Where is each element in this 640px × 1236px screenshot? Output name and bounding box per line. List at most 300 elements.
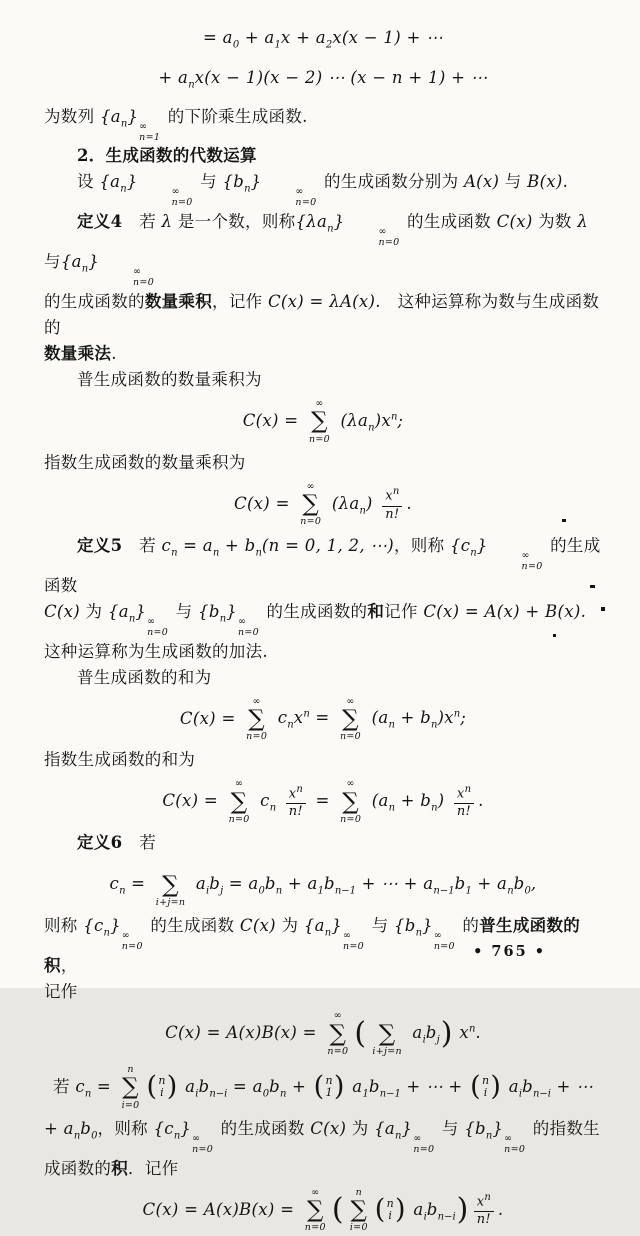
lower-limit: n=0: [295, 197, 317, 209]
subscript: n: [255, 547, 262, 559]
bold-term: 数量乘法: [44, 343, 112, 363]
upper-limit: ∞: [433, 930, 443, 942]
text-run: ，则称: [97, 1118, 154, 1138]
subscript: n−1: [379, 1088, 401, 1100]
math-run: $\{a_n\}$: [303, 916, 342, 939]
sum-lower: i+j=n: [372, 1045, 402, 1057]
subscript: n: [431, 802, 438, 814]
math-run: $x^n$.: [453, 1023, 481, 1043]
sum-lower: i+j=n: [155, 896, 186, 908]
math-run: $(\lambda a_n)x^n$;: [334, 410, 404, 434]
subscript: 0: [91, 1130, 98, 1142]
def5-line2: [44, 599, 602, 639]
math-run: $c_n$: [254, 791, 277, 814]
para-setup: [44, 169, 602, 209]
binom-top: n: [158, 1073, 166, 1087]
text-run: 与: [436, 1118, 465, 1138]
limits-stack: [192, 1134, 213, 1156]
math-run: + $a_nb_0$: [44, 1118, 98, 1142]
sigma-glyph: ∑: [329, 1020, 347, 1047]
sigma-glyph: ∑: [306, 1197, 324, 1224]
math-run: .: [497, 1199, 504, 1219]
eq-egf-product: [44, 1185, 602, 1236]
paren-right-icon: ): [333, 1071, 345, 1103]
subscript: 0: [232, 39, 240, 51]
lower-limit: n=1: [139, 131, 161, 143]
sum-upper: ∞: [346, 778, 355, 790]
sum-lower: n=0: [304, 1222, 326, 1234]
math-run: $(a_n + b_n)x^n$;: [366, 708, 467, 731]
page-number: • 765 •: [473, 943, 546, 960]
text-run: 若: [122, 833, 156, 853]
binom-top: n: [481, 1073, 490, 1087]
subscript: n: [120, 117, 128, 129]
numerator: $x^n$: [382, 485, 402, 506]
text-run: 设: [77, 172, 100, 192]
subscript: 1: [362, 1088, 369, 1100]
text-run: 的生成函数: [44, 535, 601, 595]
fraction: [382, 485, 402, 523]
lower-limit: n=0: [237, 626, 259, 638]
subscript: n: [219, 612, 227, 624]
binom-stack: [482, 1075, 489, 1100]
upper-limit: ∞: [504, 1132, 513, 1144]
def6-line1: [44, 830, 602, 856]
paren-left-icon: (: [470, 1071, 481, 1103]
binom-stack: [158, 1075, 165, 1100]
subscript: n−i: [437, 1211, 456, 1223]
sum-symbol: [350, 1187, 368, 1234]
math-run: $\{b_n\}$: [464, 1118, 504, 1142]
text-run: 与: [499, 172, 528, 192]
eq-binomial-convolution: [44, 1062, 602, 1113]
sum-upper: ∞: [235, 778, 244, 790]
limits-stack: [139, 122, 160, 144]
eq-lower-factorial-1: [44, 23, 602, 60]
math-run: = $a_0 + a_1x + a_2x(x - 1)$ + ⋯: [203, 28, 443, 51]
binom-bottom: i: [160, 1086, 164, 1100]
subscript: n: [368, 422, 375, 434]
text-run: 与: [44, 252, 61, 272]
para-egf-sum: [44, 747, 602, 773]
def6-egf-line2: [44, 1156, 602, 1182]
lower-limit: n=0: [192, 1143, 214, 1155]
text-run: 这种运算称为生成函数的加法.: [44, 641, 268, 661]
sum-upper: ∞: [333, 1010, 342, 1022]
math-run: $a_ib_{n-i}$: [407, 1199, 456, 1223]
sum-lower: n=0: [340, 731, 362, 743]
math-run: $a_1b_{n-1}$ + ⋯ +: [346, 1076, 469, 1100]
limits-stack: [504, 1134, 525, 1156]
para-egf-scalar: [44, 450, 602, 476]
subscript: n: [73, 1130, 81, 1142]
fraction: [286, 783, 306, 821]
lower-limit: n=0: [378, 237, 400, 249]
subscript: n: [128, 612, 136, 624]
big-paren-icon: ): [440, 1015, 453, 1051]
sigma-glyph: ∑: [311, 408, 328, 435]
section-heading: [44, 143, 602, 169]
eq-lower-factorial-2: [44, 63, 602, 100]
subscript: 0: [524, 885, 531, 897]
subscript: 2: [325, 39, 333, 51]
sigma-glyph: ∑: [230, 788, 248, 815]
limits-stack: [434, 931, 455, 953]
subscript: n: [171, 547, 178, 559]
lower-limit: n=0: [171, 197, 193, 209]
binomial-coefficient: [146, 1071, 178, 1103]
superscript: n: [303, 708, 310, 720]
subscript: 1: [317, 885, 324, 897]
upper-limit: ∞: [192, 1132, 201, 1144]
subscript: i: [205, 885, 210, 897]
math-run: $c_nx^n$ =: [272, 708, 335, 731]
text-run: 指数生成函数的数量乘积为: [44, 452, 246, 472]
math-run: C(x) =: [242, 410, 304, 430]
math-run: + $a_nx(x - 1)(x - 2)$ ⋯ (x − n + 1) + ⋯: [158, 68, 488, 91]
text-run: 记作: [44, 982, 78, 1002]
denominator: n!: [476, 1212, 491, 1228]
sum-symbol: [156, 861, 186, 908]
sigma-glyph: ∑: [248, 705, 266, 732]
text-run: 的下阶乘生成函数.: [162, 106, 308, 126]
math-run: λ: [577, 212, 589, 232]
subscript: n: [324, 927, 332, 939]
paren-right-icon: ): [490, 1071, 502, 1103]
subscript: n: [188, 79, 195, 91]
text-run: 是一个数，则称: [172, 212, 296, 232]
subscript: j: [436, 1034, 440, 1046]
text-run: 若: [122, 535, 162, 555]
binomial-coefficient: [313, 1071, 345, 1103]
sum-upper: ∞: [315, 397, 324, 409]
def4-line2: [44, 289, 602, 341]
subscript: n: [430, 719, 438, 731]
sigma-glyph: ∑: [378, 1020, 396, 1047]
math-run: $a_ib_{n-i} = a_0b_n$ +: [179, 1076, 312, 1100]
subscript: 1: [274, 39, 281, 51]
text-run: 为: [80, 601, 108, 621]
denominator: n!: [385, 506, 400, 522]
math-run: C(x) =: [234, 493, 296, 513]
sum-symbol: [229, 778, 250, 825]
lower-limit: n=0: [504, 1143, 526, 1155]
math-run: C(x) =: [162, 791, 224, 811]
eq-egf-scalar: [44, 479, 602, 530]
math-run: C(x) = A(x)B(x) =: [165, 1023, 323, 1043]
scan-speck: [601, 607, 605, 611]
math-run: A(x): [463, 172, 500, 192]
paren-right-icon: ): [166, 1071, 178, 1103]
paren-left-icon: (: [374, 1193, 386, 1225]
math-run: C(x) = A(x)B(x) =: [142, 1199, 300, 1219]
subscript: n: [415, 927, 423, 939]
sum-lower: n=0: [340, 813, 362, 825]
eq-ogf-sum: [44, 694, 602, 745]
math-run: $\{c_n\}$: [449, 535, 488, 559]
bold-term: 定义5: [77, 535, 123, 555]
sum-upper: ∞: [311, 1186, 320, 1198]
subscript: n−1: [433, 885, 455, 897]
fraction: [474, 1191, 494, 1229]
subscript: n: [212, 547, 220, 559]
binom-top: n: [325, 1073, 333, 1087]
page-body: [44, 23, 602, 1236]
text-run: 与: [194, 172, 223, 192]
paren-left-icon: (: [146, 1071, 158, 1103]
scan-speck: [590, 585, 595, 588]
text-run: 成函数的: [44, 1158, 112, 1178]
upper-limit: ∞: [147, 615, 156, 627]
subscript: 0: [262, 1088, 270, 1100]
limits-stack: [489, 551, 543, 573]
sum-lower: n=0: [327, 1045, 349, 1057]
text-run: 的生成函数: [144, 916, 240, 936]
def5-line1: [44, 533, 602, 599]
superscript: n: [464, 783, 472, 795]
fraction: [454, 783, 474, 821]
sum-symbol: [300, 481, 321, 528]
def4-line3: [44, 341, 602, 367]
numerator: $x^n$: [474, 1191, 494, 1212]
subscript: n: [280, 1088, 287, 1100]
limits-stack: [343, 931, 364, 953]
limits-stack: [413, 1134, 434, 1156]
upper-limit: ∞: [343, 930, 352, 942]
math-run: λ: [161, 212, 173, 232]
text-run: 与: [170, 601, 199, 621]
math-run: $a_ib_j = a_0b_n + a_1b_{n-1}$ + ⋯ + $a_{n-1}b_1 + a_nb_0$,: [190, 874, 537, 897]
subscript: n: [470, 547, 477, 559]
limits-stack: [262, 187, 316, 209]
sum-symbol: [305, 1187, 326, 1234]
upper-limit: ∞: [295, 186, 304, 198]
math-run: =: [309, 791, 336, 811]
sigma-glyph: ∑: [350, 1197, 368, 1224]
eq-ogf-scalar: [44, 396, 602, 447]
text-run: ，记作: [212, 291, 268, 311]
paren-right-icon: ): [395, 1193, 406, 1225]
subscript: n: [173, 1130, 181, 1142]
numerator: $x^n$: [454, 783, 474, 804]
limits-stack: [122, 931, 143, 953]
text-run: 的生成函数分别为: [318, 172, 464, 192]
subscript: n: [327, 223, 334, 235]
binom-bottom: i: [388, 1209, 393, 1223]
math-run: $\{c_n\}$: [83, 916, 121, 939]
lower-limit: n=0: [121, 941, 143, 953]
text-run: ．记作: [128, 1158, 179, 1178]
paren-left-icon: (: [313, 1071, 325, 1103]
bold-term: 定义4: [77, 212, 123, 232]
subscript: i: [422, 1034, 426, 1046]
math-run: .: [478, 791, 484, 811]
upper-limit: ∞: [121, 930, 130, 942]
sum-lower: n=0: [228, 813, 250, 825]
text-run: 的指数生: [527, 1118, 600, 1138]
bold-term: 和: [367, 601, 385, 621]
text-run: ，: [60, 956, 78, 976]
bold-term: 2．生成函数的代数运算: [77, 146, 257, 166]
binom-stack: [387, 1198, 394, 1223]
math-run: $\{a_n\}$: [99, 106, 139, 129]
def5-line3: [44, 639, 602, 665]
subscript: n: [119, 885, 126, 897]
math-run: $a_ib_{n-i}$ + ⋯: [503, 1076, 593, 1100]
sum-symbol: [340, 778, 361, 825]
para-ogf-sum: [44, 665, 602, 691]
math-run: C(x): [239, 916, 276, 936]
math-run: $\{a_n\}$: [60, 252, 100, 275]
superscript: n: [296, 783, 303, 795]
big-paren-icon: (: [354, 1015, 367, 1051]
text-run: 与: [366, 916, 394, 936]
math-run: C(x) = λA(x).: [267, 291, 381, 311]
sum-lower: n=0: [246, 731, 268, 743]
def4-line1: [44, 209, 602, 289]
upper-limit: ∞: [521, 549, 530, 561]
math-run: $(a_n + b_n)$: [366, 791, 450, 814]
text-run: 的生成函数: [401, 212, 497, 232]
math-run: $c_n$ =: [109, 874, 151, 897]
math-run: $\{b_n\}$: [222, 172, 262, 195]
superscript: n: [453, 708, 461, 720]
math-run: $\{b_n\}$: [393, 916, 433, 939]
math-run: $(\lambda a_n)$: [326, 493, 379, 517]
subscript: i: [423, 1211, 427, 1223]
text-run: 这种运算称为数与生成函数的: [44, 291, 600, 337]
binomial-coefficient: [374, 1193, 406, 1225]
sum-upper: n: [355, 1186, 363, 1198]
math-run: $c_n$ =: [75, 1076, 117, 1100]
numerator: $x^n$: [286, 783, 306, 804]
subscript: n: [507, 885, 514, 897]
sum-upper: ∞: [306, 480, 315, 492]
lower-limit: n=0: [147, 626, 169, 638]
limits-stack: [238, 617, 259, 639]
sum-upper: ∞: [252, 695, 261, 707]
math-run: C(x): [44, 601, 81, 621]
scan-speck: [553, 634, 556, 637]
para-lower-factorial: [44, 104, 602, 144]
subscript: n: [244, 183, 251, 195]
bold-term: 普生成函数的积: [44, 916, 581, 976]
subscript: n: [287, 719, 294, 731]
upper-limit: ∞: [171, 186, 180, 198]
text-run: 为数列: [44, 106, 100, 126]
subscript: n−1: [334, 885, 357, 897]
math-run: C(x): [310, 1118, 347, 1138]
bold-term: 积: [111, 1158, 129, 1178]
limits-stack: [147, 617, 168, 639]
scan-speck: [562, 519, 566, 522]
math-run: C(x) =: [179, 708, 242, 728]
sum-symbol: [122, 1064, 140, 1111]
subscript: n: [120, 183, 127, 195]
denominator: n!: [456, 804, 472, 820]
binom-bottom: 1: [325, 1086, 333, 1100]
math-run: B(x): [527, 172, 563, 192]
math-run: $\{a_n\}$: [374, 1118, 413, 1142]
text-run: 为: [346, 1118, 375, 1138]
lower-limit: n=0: [413, 1143, 435, 1155]
binom-bottom: i: [483, 1086, 488, 1100]
math-run: C(x) = A(x) + B(x).: [423, 601, 587, 621]
lower-limit: n=0: [133, 277, 155, 289]
superscript: n: [390, 411, 398, 423]
denominator: n!: [288, 804, 303, 820]
binom-top: n: [386, 1196, 395, 1210]
bold-term: 定义6: [77, 833, 123, 853]
math-run: $\{a_n\}$: [99, 172, 138, 195]
superscript: n: [484, 1192, 491, 1204]
sum-symbol: [309, 398, 330, 445]
upper-limit: ∞: [133, 266, 142, 278]
superscript: n: [392, 486, 400, 498]
text-run: 则称: [44, 916, 84, 936]
lower-limit: n=0: [433, 941, 455, 953]
sigma-glyph: ∑: [122, 1074, 139, 1101]
math-run: $\{\lambda a_n\}$: [295, 212, 345, 235]
big-paren-icon: ): [456, 1192, 469, 1228]
superscript: n: [468, 1023, 476, 1035]
text-run: 为: [275, 916, 304, 936]
text-run: 记作: [384, 601, 424, 621]
subscript: n: [269, 802, 277, 814]
def6-line3: [44, 979, 602, 1005]
upper-limit: ∞: [139, 120, 148, 132]
sum-upper: n: [127, 1064, 134, 1076]
text-run: ，则称: [393, 535, 450, 555]
text-run: .: [562, 172, 569, 192]
math-run: $\{b_n\}$: [198, 601, 237, 624]
eq-ogf-product: [44, 1008, 602, 1059]
math-run: $\{a_n\}$: [107, 601, 147, 624]
subscript: n: [388, 802, 396, 814]
subscript: j: [220, 885, 224, 897]
text-run: 普生成函数的和为: [77, 667, 212, 687]
subscript: n: [81, 263, 89, 275]
lower-limit: n=0: [521, 560, 543, 572]
sum-lower: i=0: [349, 1222, 368, 1234]
subscript: i: [518, 1088, 523, 1100]
text-run: 的生成函数: [215, 1118, 311, 1138]
text-run: 指数生成函数的和为: [44, 750, 196, 770]
upper-limit: ∞: [378, 226, 387, 238]
limits-stack: [100, 267, 154, 289]
sigma-glyph: ∑: [342, 705, 359, 732]
subscript: n−i: [209, 1088, 228, 1100]
subscript: 1: [465, 885, 472, 897]
lower-limit: n=0: [343, 941, 365, 953]
math-run: .: [406, 493, 412, 513]
binomial-coefficient: [470, 1071, 502, 1103]
sum-symbol: [340, 696, 361, 743]
subscript: i: [195, 1088, 199, 1100]
limits-stack: [345, 227, 399, 249]
text-run: 的生成函数的: [44, 291, 145, 311]
text-run: 若: [52, 1076, 76, 1096]
subscript: n: [395, 1130, 402, 1142]
math-run: $\{c_n\}$: [153, 1118, 192, 1142]
text-run: 的: [456, 916, 480, 936]
sum-lower: n=0: [300, 516, 322, 528]
text-run: 若: [122, 212, 162, 232]
text-run: 为数: [532, 212, 578, 232]
sum-symbol: [327, 1010, 348, 1057]
subscript: n: [103, 927, 110, 939]
sum-lower: i=0: [121, 1099, 140, 1111]
